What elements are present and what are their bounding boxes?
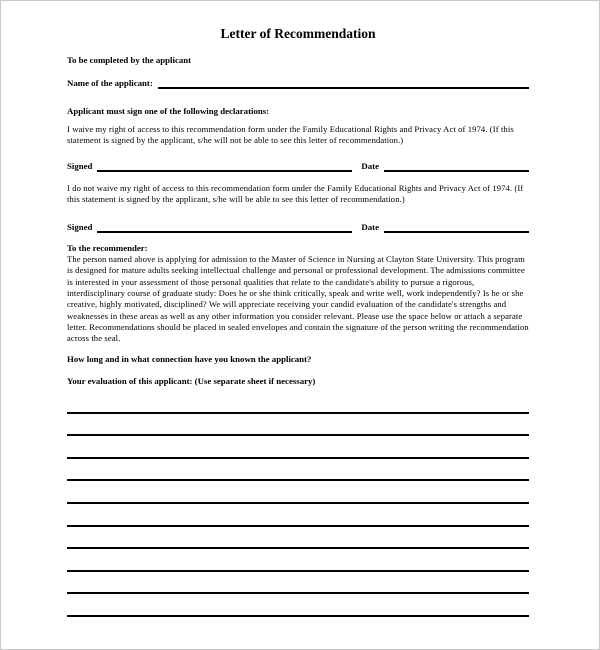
signed-row-no-waive [67, 222, 529, 233]
declaration-waive-text: I waive my right of access to this recommendation form under the Family Educational Rights and Privacy Act of 1974. (If this statement is signed by the applicant, s/he will not be able to see this letter of recommendation.) [67, 124, 514, 146]
applicant-section-heading: To be completed by the applicant [67, 55, 192, 65]
answer-line [67, 479, 529, 481]
date-label: Date [361, 160, 379, 171]
signed-label: Signed [67, 222, 93, 233]
date-label: Date [361, 222, 379, 233]
evaluation-label: Your evaluation of this applicant: (Use separate sheet if necessary) [67, 375, 316, 386]
name-row [67, 78, 529, 89]
recommender-section-heading: To the recommender: [67, 243, 148, 254]
date-blank-line [384, 222, 529, 233]
recommender-instructions: The person named above is applying for admission to the Master of Science in Nursing at Clayton State University. This program is designed for mature adults seeking intellectual challenge and personal or professional development. The admissions committee is interested in your assessment of those personal qualities that relate to the candidate's ability to pursue a rigorous, interdisciplinary course of graduate study: Does he or she think critically, speak and write well, work independently? Is he or she creative, highly motivated, disciplined? We will appreciate receiving your candid evaluation of the candidate's strengths and weaknesses in these areas as well as any other information you consider relevant. Please use the space below or attach a separate letter. Recommendations should be placed in sealed envelopes and contain the signature of the person writing the recommendation across the seal. [67, 254, 529, 344]
date-blank-line [384, 161, 529, 172]
answer-line [67, 525, 529, 527]
name-blank-line [158, 78, 529, 89]
declarations-heading: Applicant must sign one of the following declarations: [67, 106, 270, 116]
document-content [1, 27, 599, 617]
answer-line [67, 457, 529, 459]
answer-line [67, 547, 529, 549]
signed-row-waive [67, 161, 529, 172]
answer-line [67, 434, 529, 436]
answer-line [67, 412, 529, 414]
declaration-no-waive-text: I do not waive my right of access to this recommendation form under the Family Educational Rights and Privacy Act of 1974. (If this statement is signed by the applicant, s/he will be able to see this letter of recommendation.) [67, 182, 524, 204]
answer-line [67, 592, 529, 594]
name-label: Name of the applicant: [67, 78, 153, 88]
page-title: Letter of Recommendation [220, 26, 376, 41]
evaluation-lines [67, 412, 529, 617]
answer-line [67, 502, 529, 504]
answer-line [67, 570, 529, 572]
question-how-long-known: How long and in what connection have you known the applicant? [67, 353, 312, 364]
answer-line [67, 615, 529, 617]
signed-blank-line [97, 161, 352, 172]
signed-label: Signed [67, 160, 93, 171]
signed-blank-line [97, 222, 352, 233]
